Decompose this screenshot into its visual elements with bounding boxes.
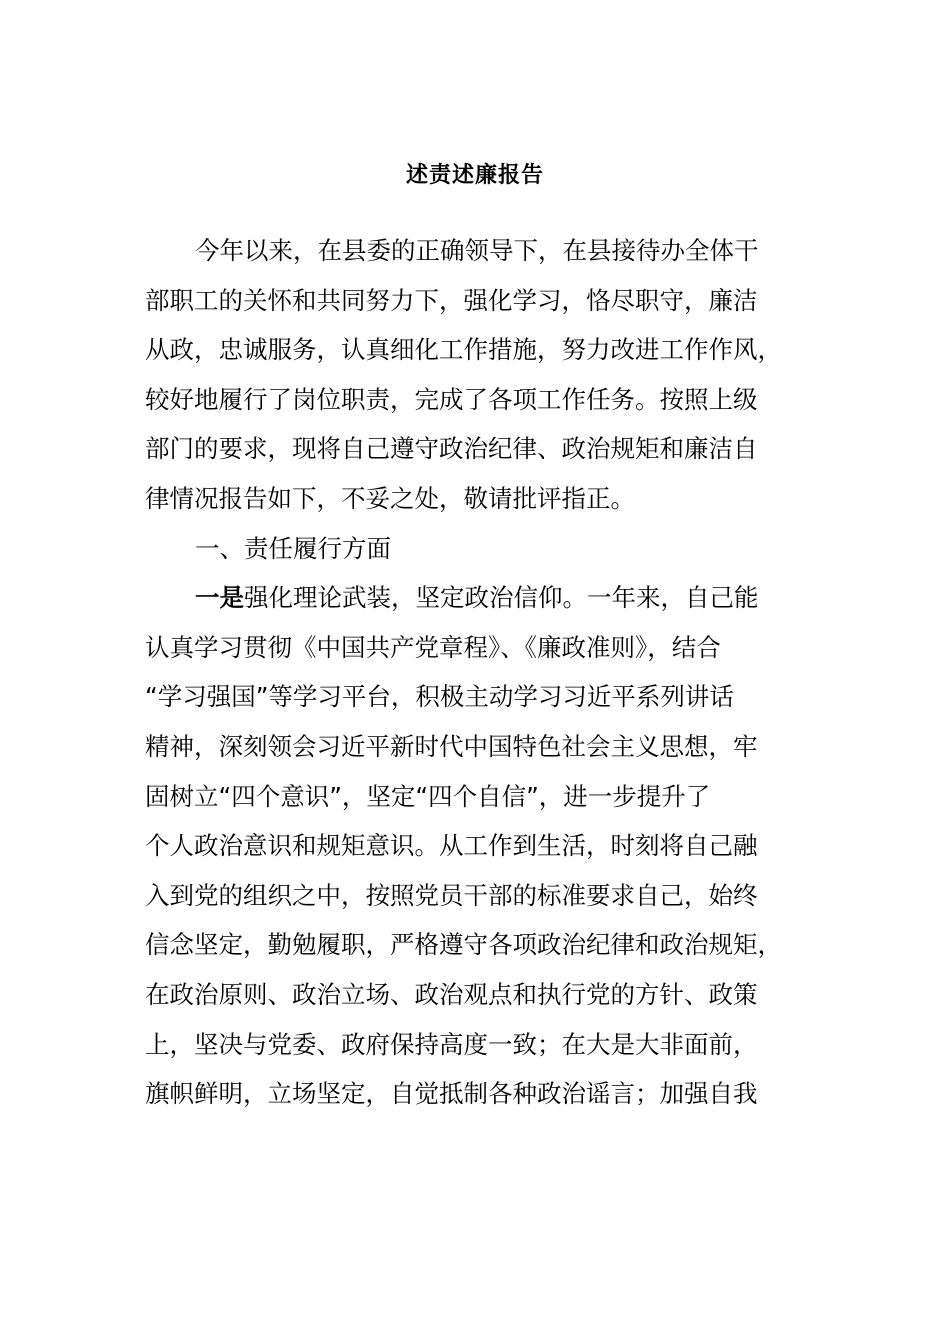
paragraph-line: 旗帜鲜明，立场坚定，自觉抵制各种政治谣言；加强自我 <box>145 1079 758 1109</box>
paragraph-line: “学习强国”等学习平台，积极主动学习习近平系列讲话 <box>145 682 734 712</box>
document-body <box>145 226 810 1119</box>
bold-lead-text: 一是 <box>195 583 244 613</box>
paragraph-line: 从政，忠诚服务，认真细化工作措施，努力改进工作作风， <box>145 335 782 365</box>
page-title: 述责述廉报告 <box>405 163 544 188</box>
paragraph-line: 较好地履行了岗位职责，完成了各项工作任务。按照上级 <box>145 384 758 414</box>
paragraph-line: 认真学习贯彻《中国共产党章程》、《廉政准则》，结合 <box>145 632 721 662</box>
paragraph-line-text: 强化理论武装，坚定政治信仰。一年来，自己能 <box>244 583 759 613</box>
paragraph-line: 入到党的组织之中，按照党员干部的标准要求自己，始终 <box>145 880 758 910</box>
paragraph-line: 部职工的关怀和共同努力下，强化学习，恪尽职守，廉洁 <box>145 285 758 315</box>
paragraph-line: 上，坚决与党委、政府保持高度一致；在大是大非面前， <box>145 1029 758 1059</box>
paragraph-line <box>145 573 810 623</box>
paragraph-line: 今年以来，在县委的正确领导下，在县接待办全体干 <box>195 236 759 265</box>
paragraph-line: 精神，深刻领会习近平新时代中国特色社会主义思想，牢 <box>145 731 758 761</box>
paragraph-line: 律情况报告如下，不妥之处，敬请批评指正。 <box>145 483 635 513</box>
paragraph-line: 信念坚定，勤勉履职，严格遵守各项政治纪律和政治规矩， <box>145 930 782 960</box>
section-heading: 一、责任履行方面 <box>195 533 391 563</box>
paragraph-line: 在政治原则、政治立场、政治观点和执行党的方针、政策 <box>145 979 758 1009</box>
paragraph-line: 个人政治意识和规矩意识。从工作到生活，时刻将自己融 <box>145 831 758 861</box>
paragraph-line: 部门的要求，现将自己遵守政治纪律、政治规矩和廉洁自 <box>145 434 758 464</box>
paragraph-line: 固树立“四个意识”，坚定“四个自信”，进一步提升了 <box>145 781 711 811</box>
